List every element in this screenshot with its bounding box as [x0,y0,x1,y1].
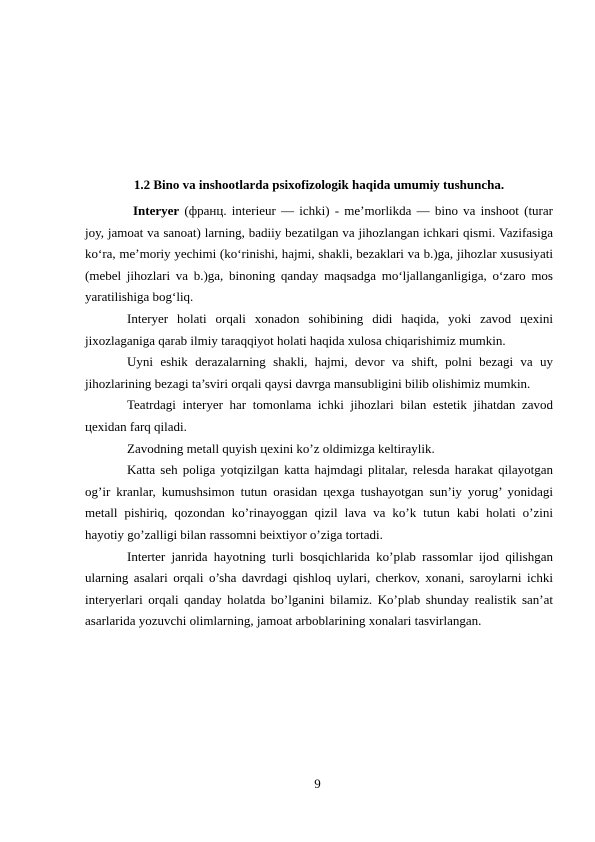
term-interyer: Interyer [133,203,180,218]
page-number: 9 [314,776,321,791]
paragraph: Katta seh poliga yotqizilgan katta hajmdagi plitalar, relesda harakat qilayotgan og’ir kranlar, kumushsimon tutun orasidan цexga tushayotgan sun’iy yorug’ yonidagi metall pishiriq, qozondan ko’rinayoggan qizil lava va ko’k tutun kabi holati o’zini hayotiy go’zalligi bilan rassomni beixtiyor o’ziga tortadi. [85,462,553,542]
section-title: 1.2 Bino va inshootlarda psixofizologik haqida umumiy tushuncha. [133,177,505,192]
paragraph: Uyni eshik derazalarning shakli, hajmi, devor va shift, polni bezagi va uy jihozlarining bezagi ta’sviri orqali qaysi davrga mansubligini bilib olishimiz mumkin. [85,354,553,391]
paragraph: Interyer holati orqali xonadon sohibining didi haqida, yoki zavod цexini jixozlaganiga qarab ilmiy taraqqiyot holati haqida xulosa chiqarishimiz mumkin. [85,310,553,348]
paragraph-text: (франц. interieur — ichki) - meʼmorlikda — bino va inshoot (turar joy, jamoat va sanoat) larning, badiiy bezatilgan va jihozlangan ichkari qismi. Vazifasiga koʻra, meʼmoriy yechimi (koʻrinishi, hajmi, shakli, bezaklari va b.)ga, jihozlar xususiyati (mebel jihozlari va b.)ga, binoning qanday maqsadga moʻljallanganligiga, oʻzaro mos yaratilishiga bogʻliq. [85,203,553,305]
paragraph: Interter janrida hayotning turli bosqichlarida ko’plab rassomlar ijod qilishgan ularning asalari orqali o’sha davrdagi qishloq uylari, cherkov, xonani, saroylarni ichki interyerlari orqali qanday holatda bo’lganini bilamiz. Ko’plab shunday realistik san’at asarlarida yozuvchi olimlarning, jamoat arboblarining xonalari tasvirlangan. [85,548,553,629]
body-text [85,200,553,632]
paragraph: Teatrdagi interyer har tomonlama ichki jihozlari bilan estetik jihatdan zavod цexidan farq qiladi. [85,397,553,434]
paragraph: Zavodning metall quyish цexini ko’z oldimizga keltiraylik. [127,440,435,456]
paragraph-interyer-definition [85,200,553,308]
